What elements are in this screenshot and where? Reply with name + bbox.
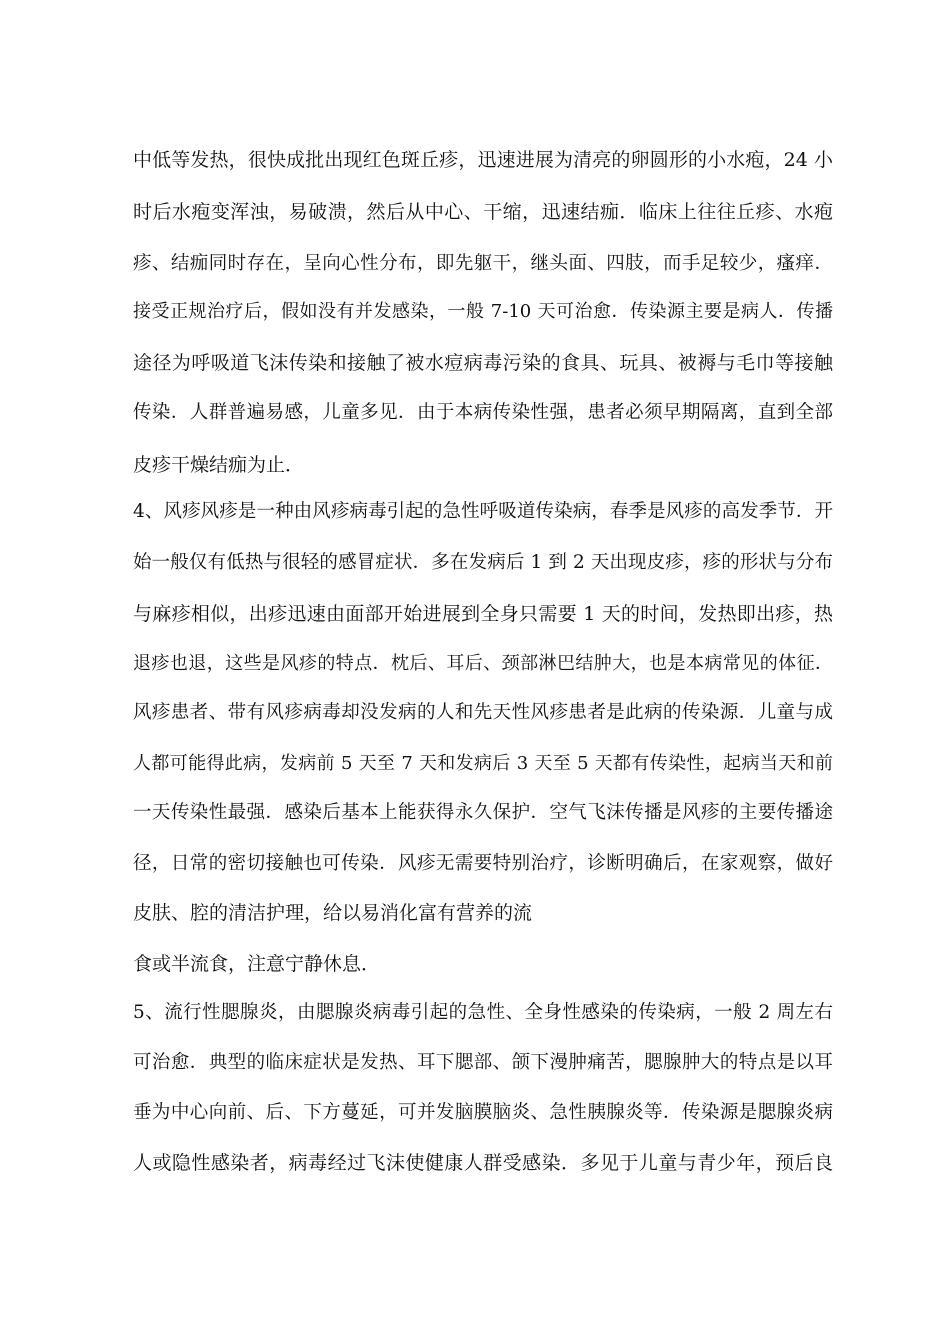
text-line: 风疹患者、带有风疹病毒却没发病的人和先天性风疹患者是此病的传染源．儿童与成	[133, 702, 833, 723]
text-line: 皮疹干燥结痂为止．	[133, 454, 305, 476]
text-line: 时后水疱变浑浊，易破溃，然后从中心、干缩，迅速结痂．临床上往往丘疹、水疱	[133, 201, 833, 223]
text-line: 4、风疹风疹是一种由风疹病毒引起的急性呼吸道传染病，春季是风疹的高发季节．开	[133, 501, 833, 522]
text-line: 传染．人群普遍易感，儿童多见．由于本病传染性强，患者必须早期隔离，直到全部	[133, 402, 833, 423]
text-line: 中低等发热，很快成批出现红色斑丘疹，迅速进展为清亮的卵圆形的小水疱，24 小	[133, 149, 833, 171]
text-line: 与麻疹相似，出疹迅速由面部开始进展到全身只需要 1 天的时间，发热即出疹，热	[133, 603, 833, 625]
text-line: 始一般仅有低热与很轻的感冒症状．多在发病后 1 到 2 天出现皮疹，疹的形状与分布	[133, 552, 833, 573]
text-line: 人或隐性感染者，病毒经过飞沫使健康人群受感染．多见于儿童与青少年，预后良	[133, 1152, 833, 1174]
text-line: 垂为中心向前、后、下方蔓延，可并发脑膜脑炎、急性胰腺炎等．传染源是腮腺炎病	[133, 1102, 833, 1123]
text-line: 人都可能得此病，发病前 5 天至 7 天和发病后 3 天至 5 天都有传染性，起病当天和前	[133, 753, 833, 774]
text-line: 疹、结痂同时存在，呈向心性分布，即先躯干，继头面、四肢，而手足较少，瘙痒．	[133, 253, 833, 274]
text-line: 可治愈．典型的临床症状是发热、耳下腮部、颌下漫肿痛苦，腮腺肿大的特点是以耳	[133, 1052, 833, 1073]
text-line: 径，日常的密切接触也可传染．风疹无需要特别治疗，诊断明确后，在家观察，做好	[133, 853, 833, 874]
text-line: 途径为呼吸道飞沫传染和接触了被水痘病毒污染的食具、玩具、被褥与毛巾等接触	[133, 352, 833, 374]
text-line: 接受正规治疗后，假如没有并发感染，一般 7-10 天可治愈．传染源主要是病人．传播	[133, 301, 833, 322]
text-line: 5、流行性腮腺炎，由腮腺炎病毒引起的急性、全身性感染的传染病，一般 2 周左右	[133, 1002, 833, 1023]
text-line: 一天传染性最强．感染后基本上能获得永久保护．空气飞沫传播是风疹的主要传播途	[133, 802, 833, 823]
text-line: 皮肤、腔的清洁护理，给以易消化富有营养的流	[133, 902, 533, 924]
text-line: 退疹也退，这些是风疹的特点．枕后、耳后、颈部淋巴结肿大，也是本病常见的体征．	[133, 653, 833, 674]
text-line: 食或半流食，注意宁静休息．	[133, 953, 381, 975]
